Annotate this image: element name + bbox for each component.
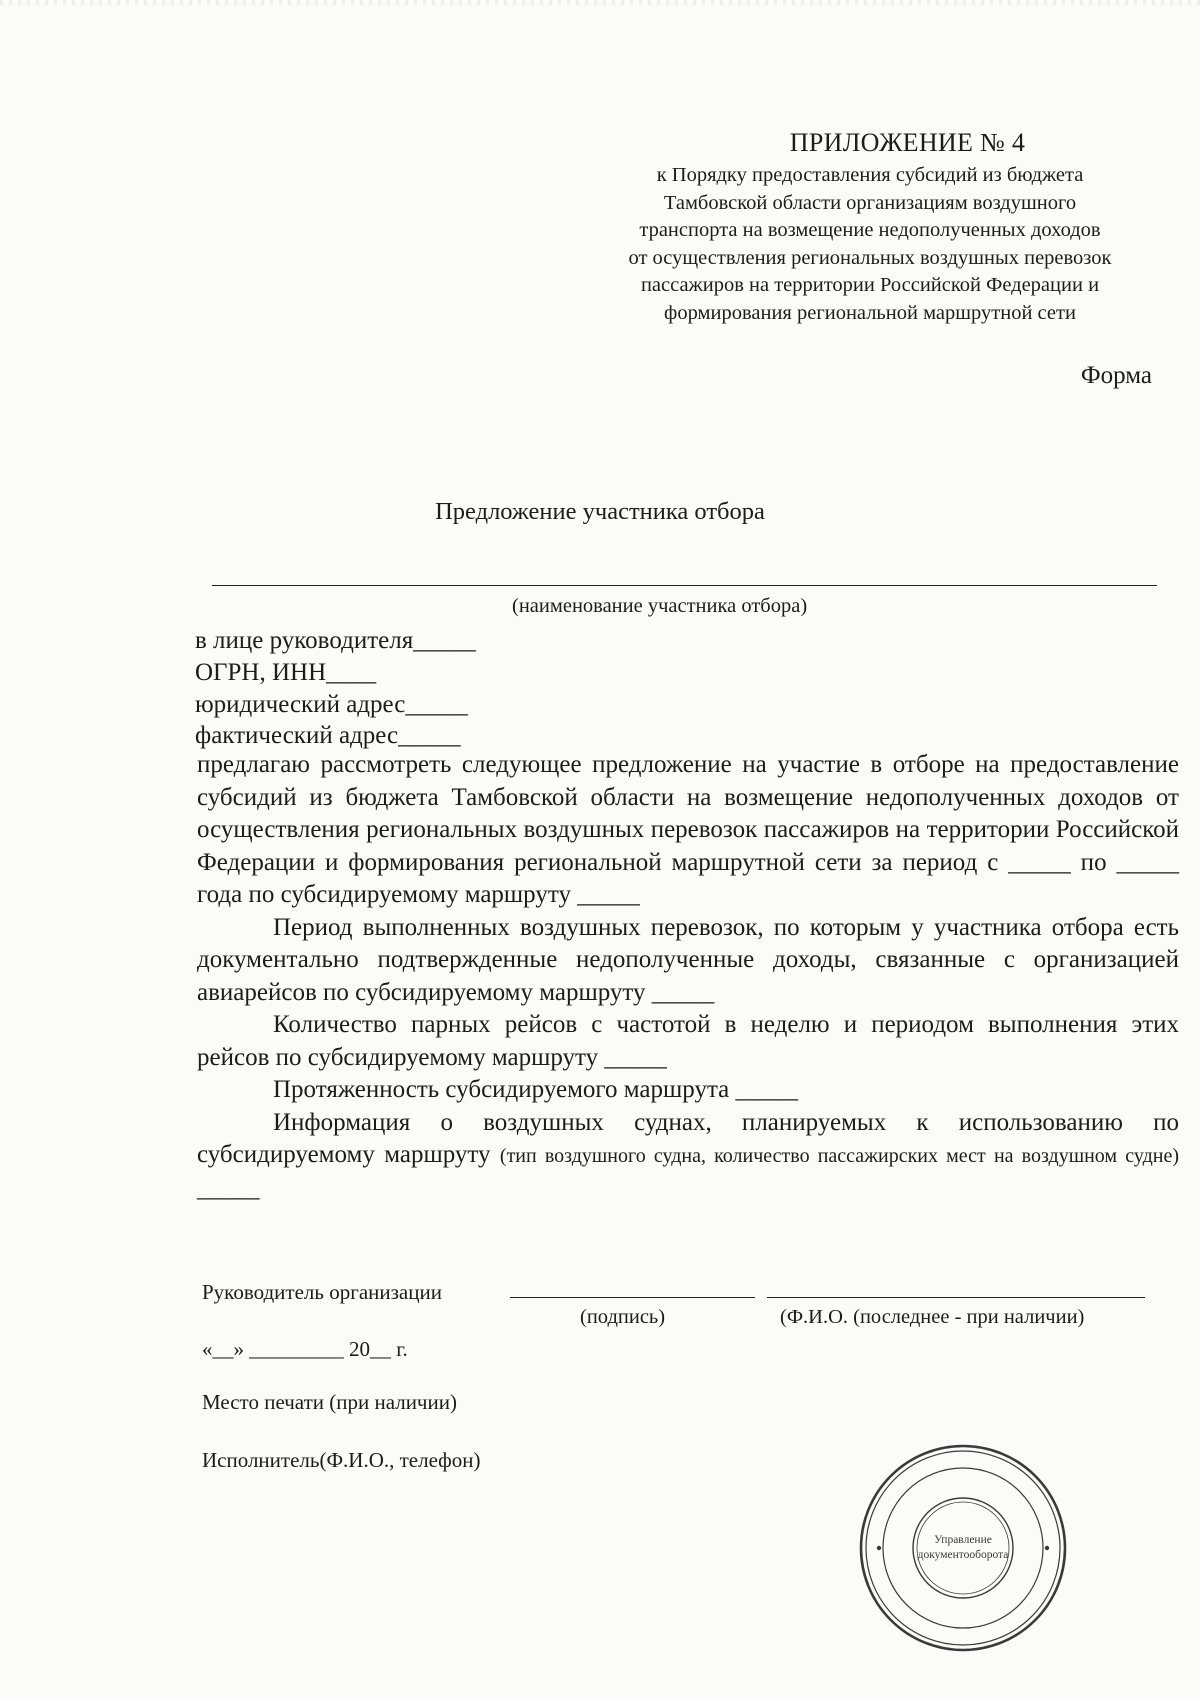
date-line: «__» _________ 20__ г. [202, 1337, 408, 1361]
appendix-subtitle-line: транспорта на возмещение недополученных доходов [639, 219, 1101, 241]
flights-paragraph: Количество парных рейсов с частотой в неделю и периодом выполнения этих рейсов по субсидируемому маршруту _____ [197, 1011, 1179, 1071]
period-paragraph: Период выполненных воздушных перевозок, по которым у участника отбора есть документально подтвержденные недополученные доходы, связанные с организацией авиарейсов по субсидируемому маршруту _____ [197, 913, 1179, 1006]
executor-label: Исполнитель(Ф.И.О., телефон) [202, 1448, 481, 1472]
signature-line [510, 1297, 755, 1298]
seal-inner-inner-ring [917, 1502, 1009, 1594]
aircraft-paragraph [197, 1107, 1179, 1206]
aircraft-text: Информация о воздушных суднах, планируемых к использованию по субсидируемому маршруту [197, 1108, 1179, 1168]
head-signature-label: Руководитель организации [202, 1280, 442, 1304]
appendix-subtitle-line: к Порядку предоставления субсидий из бюджета [656, 164, 1084, 186]
signature-caption: (подпись) [580, 1306, 666, 1328]
seal-right-dot [1045, 1546, 1049, 1550]
appendix-subtitle [575, 162, 1165, 327]
seal-left-dot [877, 1546, 881, 1550]
head-field: в лице руководителя_____ [195, 627, 476, 654]
actual-address-field: фактический адрес_____ [195, 722, 461, 749]
seal-place-label: Место печати (при наличии) [202, 1390, 457, 1414]
seal-inner-ring [913, 1498, 1013, 1598]
form-label: Форма [1080, 362, 1152, 389]
length-paragraph: Протяженность субсидируемого маршрута _____ [273, 1076, 799, 1103]
appendix-subtitle-line: формирования региональной маршрутной сети [664, 301, 1076, 324]
ogrn-inn-field: ОГРН, ИНН____ [195, 659, 377, 686]
seal-outer-inner-ring [866, 1451, 1060, 1645]
appendix-title: ПРИЛОЖЕНИЕ № 4 [789, 128, 1026, 157]
official-seal [857, 1442, 1069, 1659]
offer-paragraph: предлагаю рассмотреть следующее предложение на участие в отборе на предоставление субсидий из бюджета Тамбовской области на возмещение недополученных доходов от осуществления региональных воздушных перевозок пассажиров на территории Российской Федерации и формирования региональной маршрутной сети за период с _____ по _____ года по субсидируемому маршруту _____ [197, 751, 1179, 908]
legal-address-field: юридический адрес_____ [195, 691, 468, 718]
aircraft-note: (тип воздушного судна, количество пассажирских мест на воздушном судне) [499, 1145, 1179, 1167]
scan-edge-noise [0, 0, 1200, 5]
seal-outer-ring [861, 1446, 1065, 1650]
participant-name-caption: (наименование участника отбора) [512, 595, 808, 617]
appendix-subtitle-line: пассажиров на территории Российской Федерации и [640, 274, 1100, 296]
seal-center-line-1: Управление [934, 1534, 992, 1546]
proposal-body [197, 749, 1179, 1205]
appendix-subtitle-line: Тамбовской области организациям воздушного [663, 191, 1077, 214]
seal-center-line-2: документооборота [917, 1549, 1009, 1561]
fio-caption: (Ф.И.О. (последнее - при наличии) [780, 1306, 1085, 1328]
appendix-subtitle-line: от осуществления региональных воздушных перевозок [628, 246, 1112, 269]
aircraft-blank: _____ [197, 1174, 260, 1202]
participant-name-line [212, 585, 1157, 586]
document-title: Предложение участника отбора [435, 498, 765, 525]
fio-line [767, 1297, 1145, 1298]
seal-graphic [857, 1442, 1069, 1654]
seal-middle-ring [883, 1468, 1043, 1628]
